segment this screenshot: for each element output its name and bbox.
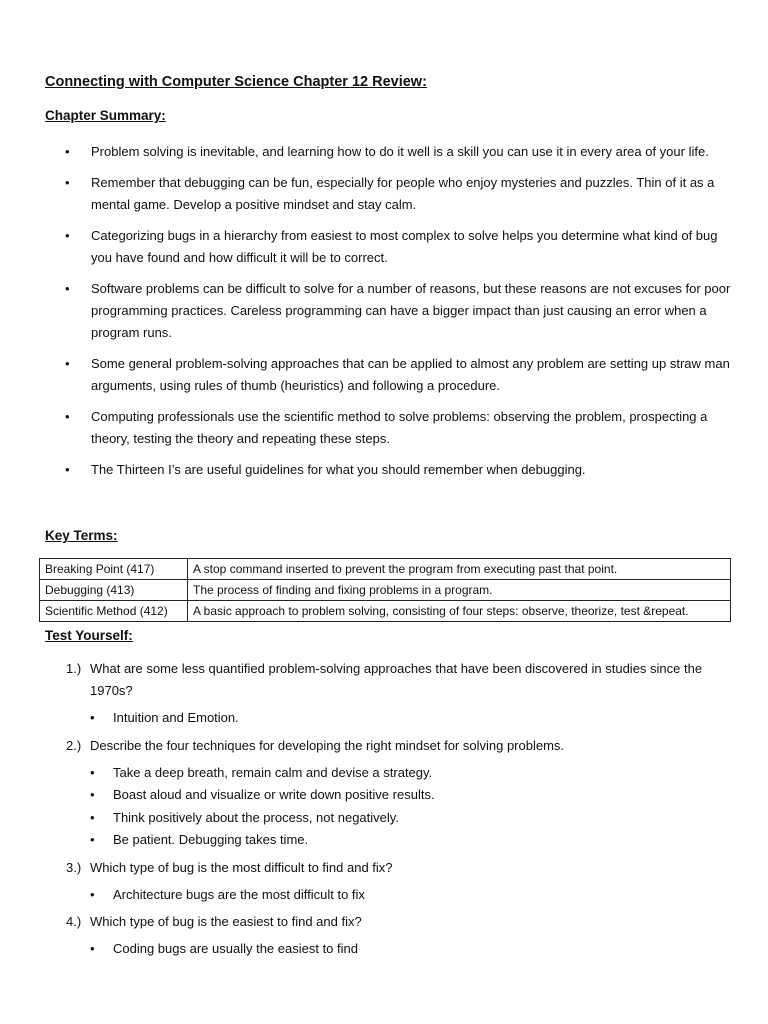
table-row: [40, 580, 731, 601]
question-item: [66, 857, 736, 907]
bullet-icon: •: [65, 356, 70, 371]
question-text: Describe the four techniques for developing the right mindset for solving problems.: [90, 737, 565, 753]
document-title: Connecting with Computer Science Chapter 12 Review:: [45, 74, 427, 90]
question: [66, 658, 736, 702]
summary-item: [45, 406, 735, 450]
term-cell: Debugging (413): [40, 580, 188, 601]
bullet-icon: •: [65, 462, 70, 477]
answer-text: Think positively about the process, not negatively.: [113, 809, 399, 825]
answer-item: [66, 707, 736, 730]
summary-item: [45, 225, 735, 269]
bullet-icon: •: [65, 144, 70, 159]
question-text: Which type of bug is the most difficult to find and fix?: [90, 859, 393, 875]
question: [66, 911, 736, 933]
summary-item-text: Remember that debugging can be fun, especially for people who enjoy mysteries and puzzles. Thin of it as a mental game. Develop a positive mindset and stay calm.: [91, 175, 715, 212]
bullet-icon: •: [90, 787, 95, 802]
summary-item: [45, 172, 735, 216]
table-row: [40, 559, 731, 580]
answer-item: [66, 762, 736, 785]
bullet-icon: •: [90, 710, 95, 725]
question-text: Which type of bug is the easiest to find and fix?: [90, 914, 362, 929]
answer-item: [66, 938, 736, 961]
bullet-icon: •: [65, 228, 70, 243]
chapter-summary-heading: Chapter Summary:: [45, 108, 166, 123]
answer-text: Intuition and Emotion.: [113, 710, 239, 725]
bullet-icon: •: [90, 764, 95, 780]
answer-list: [66, 938, 736, 961]
bullet-icon: •: [90, 809, 95, 825]
definition-cell: A basic approach to problem solving, consisting of four steps: observe, theorize, test &repeat.: [188, 601, 731, 622]
summary-item-text: Software problems can be difficult to solve for a number of reasons, but these reasons are not excuses for poor programming practices. Careless programming can have a bigger impact than just causing an error when a program runs.: [91, 281, 731, 340]
question-number: 1.): [66, 661, 82, 676]
summary-item: [45, 459, 735, 481]
answer-item: [66, 829, 736, 852]
question-number: 2.): [66, 737, 82, 753]
question-item: [66, 658, 736, 730]
key-terms-heading: Key Terms:: [45, 528, 118, 543]
answer-item: [66, 884, 736, 907]
test-yourself-heading: Test Yourself:: [45, 628, 133, 643]
definition-cell: A stop command inserted to prevent the program from executing past that point.: [188, 559, 731, 580]
key-terms-table: [39, 558, 731, 622]
bullet-icon: •: [65, 175, 70, 190]
question-list: [66, 658, 736, 966]
answer-list: [66, 884, 736, 907]
term-cell: Scientific Method (412): [40, 601, 188, 622]
answer-item: [66, 807, 736, 830]
bullet-icon: •: [90, 886, 95, 902]
question-number: 4.): [66, 914, 82, 929]
question: [66, 857, 736, 879]
term-cell: Breaking Point (417): [40, 559, 188, 580]
answer-list: [66, 762, 736, 852]
summary-item-text: Some general problem-solving approaches that can be applied to almost any problem are setting up straw man arguments, using rules of thumb (heuristics) and following a procedure.: [91, 356, 730, 393]
summary-item-text: Problem solving is inevitable, and learning how to do it well is a skill you can use it in every area of your life.: [91, 144, 709, 159]
summary-item: [45, 141, 735, 163]
answer-text: Be patient. Debugging takes time.: [113, 832, 309, 847]
question: [66, 735, 736, 757]
table-row: [40, 601, 731, 622]
summary-item: [45, 353, 735, 397]
summary-item-text: Categorizing bugs in a hierarchy from easiest to most complex to solve helps you determine what kind of bug you have found and how difficult it will be to correct.: [91, 228, 718, 265]
question-item: [66, 735, 736, 852]
bullet-icon: •: [90, 941, 95, 956]
answer-text: Architecture bugs are the most difficult to fix: [113, 886, 365, 902]
answer-text: Boast aloud and visualize or write down positive results.: [113, 787, 435, 802]
answer-list: [66, 707, 736, 730]
question-number: 3.): [66, 859, 82, 875]
summary-list: [45, 141, 735, 490]
summary-item: [45, 278, 735, 344]
answer-text: Coding bugs are usually the easiest to find: [113, 941, 358, 956]
summary-item-text: The Thirteen I’s are useful guidelines for what you should remember when debugging.: [91, 462, 586, 477]
bullet-icon: •: [90, 832, 95, 847]
question-item: [66, 911, 736, 961]
answer-item: [66, 784, 736, 807]
answer-text: Take a deep breath, remain calm and devise a strategy.: [113, 764, 433, 780]
question-text: What are some less quantified problem-solving approaches that have been discovered in studies since the 1970s?: [90, 661, 703, 698]
summary-item-text: Computing professionals use the scientific method to solve problems: observing the problem, prospecting a theory, testing the theory and repeating these steps.: [91, 409, 708, 446]
bullet-icon: •: [65, 281, 70, 296]
definition-cell: The process of finding and fixing problems in a program.: [188, 580, 731, 601]
bullet-icon: •: [65, 409, 70, 424]
